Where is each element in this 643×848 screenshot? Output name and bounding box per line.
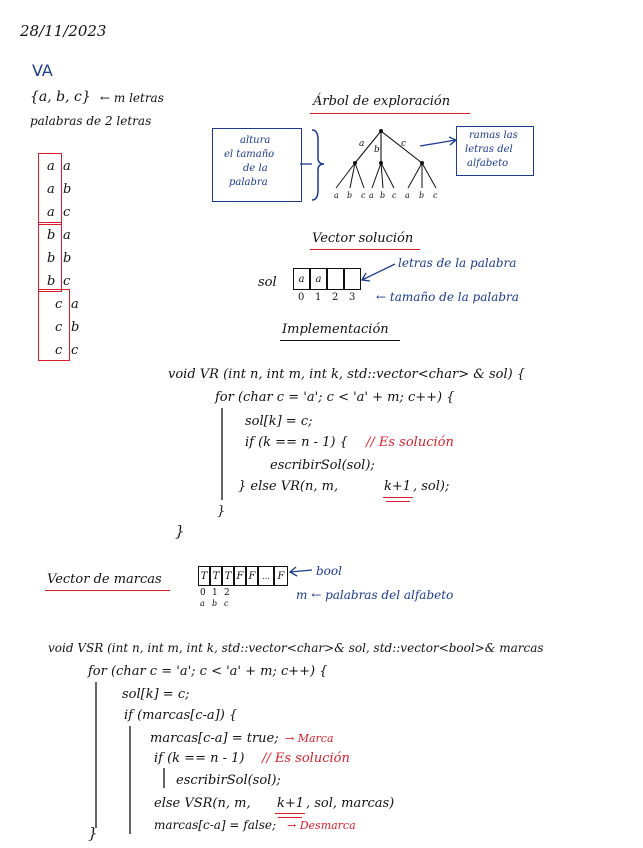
tree-leaf-label: a — [405, 191, 410, 200]
tree-title: Árbol de exploración — [313, 94, 451, 109]
word-first: a — [47, 182, 55, 197]
vector-note-size: ← tamaño de la palabra — [376, 290, 519, 304]
code-line: void VR (int n, int m, int k, std::vector<char> & sol) { — [168, 367, 526, 382]
tree-height-line: de la — [243, 163, 268, 174]
word-second: a — [63, 159, 71, 174]
tree-height-line: altura — [240, 135, 271, 146]
word-second: c — [63, 205, 71, 220]
word-second: c — [71, 343, 79, 358]
marcas-cell: F — [234, 566, 246, 586]
marcas-note-bool: bool — [316, 564, 342, 578]
marcas-index-letter: c — [224, 599, 229, 608]
code-highlight: k+1 — [384, 479, 412, 494]
vector-index: 2 — [332, 292, 339, 303]
tree-branches-line: alfabeto — [467, 158, 509, 169]
word-first: c — [55, 320, 63, 335]
tree-branches-line: letras del — [465, 144, 513, 155]
tree-leaf-label: b — [419, 191, 425, 200]
tree-leaf-label: c — [433, 191, 438, 200]
vector-index: 3 — [349, 292, 356, 303]
word-second: c — [63, 274, 71, 289]
word-first: b — [47, 228, 56, 243]
marcas-cell: F — [274, 566, 288, 586]
vector-index: 1 — [315, 292, 322, 303]
tree-leaf-label: a — [369, 191, 374, 200]
marcas-index: 1 — [212, 588, 218, 598]
code-line: if (marcas[c-a]) { — [124, 708, 238, 723]
marcas-cell: T — [210, 566, 222, 586]
word-second: a — [63, 228, 71, 243]
tree-height-line: el tamaño — [224, 149, 275, 160]
word-first: b — [47, 274, 56, 289]
code-line: escribirSol(sol); — [270, 458, 375, 473]
vector-title: Vector solución — [312, 231, 414, 246]
tree-branch-label: b — [374, 145, 380, 155]
word-first: b — [47, 251, 56, 266]
words-note: palabras de 2 letras — [30, 114, 152, 128]
code-line: } — [217, 504, 226, 519]
marcas-cell: ... — [258, 566, 274, 586]
vector-note-letters: letras de la palabra — [398, 256, 517, 270]
code-line: void VSR (int n, int m, int k, std::vector<char>& sol, std::vector<bool>& marcas — [48, 641, 544, 655]
tree-branches-line: ramas las — [469, 130, 518, 141]
code-line: escribirSol(sol); — [176, 773, 281, 788]
word-second: a — [71, 297, 79, 312]
code-line: if (k == n - 1) — [154, 751, 245, 766]
marcas-index-letter: b — [212, 599, 218, 608]
word-first: a — [47, 205, 55, 220]
tree-leaf-label: b — [347, 191, 353, 200]
tree-leaf-label: b — [380, 191, 386, 200]
code-line: , sol); — [413, 479, 450, 494]
vector-cell: a — [310, 268, 327, 290]
code-highlight: k+1 — [277, 796, 305, 811]
impl-title: Implementación — [282, 322, 389, 337]
code-line: } else VR(n, m, — [238, 479, 339, 494]
tree-leaf-label: c — [361, 191, 366, 200]
word-first: a — [47, 159, 55, 174]
code-comment: → Marca — [285, 732, 334, 745]
tree-branch-label: a — [359, 139, 365, 149]
code-line: sol[k] = c; — [122, 687, 190, 702]
alphabet-set: {a, b, c} — [30, 89, 91, 105]
marcas-index: 0 — [200, 588, 206, 598]
tree-height-line: palabra — [229, 177, 268, 188]
word-first: c — [55, 297, 63, 312]
tree-leaf-label: c — [392, 191, 397, 200]
word-second: b — [71, 320, 80, 335]
word-first: c — [55, 343, 63, 358]
code-line: else VSR(n, m, — [154, 796, 251, 811]
code-comment: → Desmarca — [287, 819, 356, 832]
tree-branch-label: c — [401, 139, 407, 149]
marcas-index: 2 — [224, 588, 230, 598]
alphabet-note: ← m letras — [100, 91, 164, 105]
code-line: } — [88, 824, 98, 842]
section-title: VA — [32, 61, 53, 80]
word-second: b — [63, 251, 72, 266]
code-line: sol[k] = c; — [245, 414, 313, 429]
marcas-index-letter: a — [200, 599, 205, 608]
code-line: if (k == n - 1) { — [245, 435, 348, 450]
vector-cell: a — [293, 268, 310, 290]
code-line: marcas[c-a] = true; — [150, 731, 279, 746]
code-comment: // Es solución — [262, 751, 350, 766]
marcas-title: Vector de marcas — [47, 572, 162, 587]
code-line: } — [175, 522, 185, 540]
code-line: , sol, marcas) — [306, 796, 395, 811]
marcas-cell: F — [246, 566, 258, 586]
marcas-cell: T — [198, 566, 210, 586]
code-line: marcas[c-a] = false; — [154, 818, 277, 832]
code-comment: // Es solución — [366, 435, 454, 450]
marcas-note-m: m ← palabras del alfabeto — [296, 588, 454, 602]
date: 28/11/2023 — [20, 22, 107, 40]
vector-index: 0 — [298, 292, 305, 303]
code-line: for (char c = 'a'; c < 'a' + m; c++) { — [88, 664, 328, 679]
word-second: b — [63, 182, 72, 197]
marcas-cell: T — [222, 566, 234, 586]
code-line: for (char c = 'a'; c < 'a' + m; c++) { — [215, 390, 455, 405]
tree-leaf-label: a — [334, 191, 339, 200]
vector-label: sol — [258, 275, 277, 290]
